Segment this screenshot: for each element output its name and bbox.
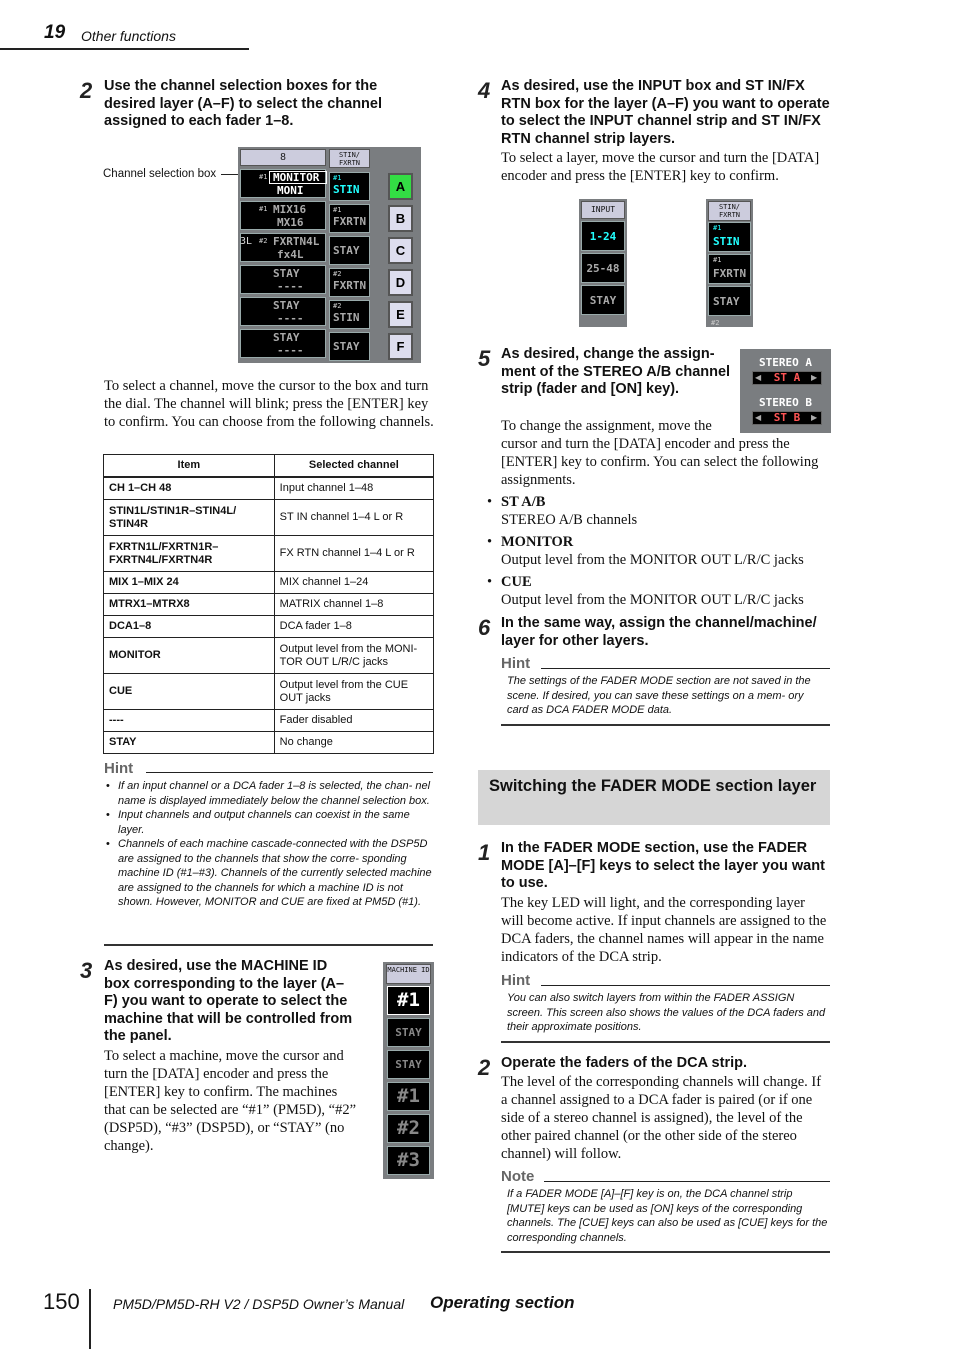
left-arrow-icon: ◀	[755, 413, 762, 422]
input-layer-value: 25-48	[586, 262, 620, 275]
machine-id-box[interactable]	[387, 986, 430, 1015]
layer-key[interactable]: E	[388, 301, 413, 328]
stin-header: STIN/ FXRTN	[708, 201, 751, 221]
stin-layer-box[interactable]	[708, 254, 751, 284]
step-title: Operate the faders of the DCA strip.	[501, 1055, 748, 1071]
input-layer-value: 1-24	[589, 230, 617, 243]
right-arrow-icon: ▶	[811, 373, 818, 382]
manual-title: PM5D/PM5D-RH V2 / DSP5D Owner’s Manual	[113, 1296, 405, 1312]
channel-selection-figure	[238, 147, 421, 363]
machine-id-figure	[383, 962, 434, 1179]
table-header: Selected channel	[274, 455, 433, 478]
machine-id-box[interactable]	[387, 1050, 430, 1079]
table-cell-item: MIX 1–MIX 24	[104, 572, 275, 594]
machine-id-tag: #2	[333, 270, 342, 278]
section-name: Operating section	[430, 1293, 575, 1312]
table-cell-channel: ST IN channel 1–4 L or R	[274, 500, 433, 536]
selection-cursor	[269, 171, 327, 184]
channel-selection-box[interactable]	[240, 297, 326, 326]
stin-cut-label: #2	[711, 319, 720, 327]
stin-fxrtn-header: STIN/ FXRTN	[329, 149, 370, 168]
step-body-text: To change the assignment, move the cursor and turn the [DATA] encoder and press the [ENTER] key to confirm. You can select the following assignments.	[501, 418, 819, 488]
table-cell-item: CH 1–CH 48	[104, 477, 275, 500]
channel-selection-box[interactable]	[240, 329, 326, 358]
table-cell-channel: MIX channel 1–24	[274, 572, 433, 594]
hint-end-rule	[501, 724, 830, 726]
stin-fxrtn-box[interactable]	[329, 332, 370, 361]
table-row	[104, 572, 434, 594]
page-number: 150	[43, 1289, 80, 1314]
note-label: Note	[501, 1168, 535, 1185]
channel-name: STAY	[273, 299, 300, 312]
input-layer-figure	[579, 199, 627, 327]
channel-short-name: MX16	[277, 216, 304, 229]
stin-fxrtn-box[interactable]	[329, 172, 370, 201]
table-row	[104, 674, 434, 710]
channel-table	[103, 454, 434, 754]
table-row	[104, 616, 434, 638]
hint-item: • If an input channel or a DCA fader 1–8 is selected, the chan- nel name is displayed immediately below the channel selection box.	[118, 779, 434, 808]
channel-name: STAY	[273, 331, 300, 344]
channel-selection-box[interactable]	[240, 233, 326, 262]
step-body: The key LED will light, and the corresponding layer will become active. If input channels are assigned to the DCA faders, the channel names will appear in the name indicators of the DCA strip.	[501, 895, 827, 965]
stin-fxrtn-name: FXRTN	[333, 215, 367, 228]
table-cell-item: STAY	[104, 732, 275, 754]
stin-fxrtn-box[interactable]	[329, 268, 370, 297]
step-number: 3	[80, 958, 93, 983]
machine-id-value: #2	[397, 1117, 420, 1139]
channel-name: FXRTN4L	[273, 235, 320, 248]
input-layer-value: STAY	[589, 294, 617, 307]
layer-key[interactable]: F	[388, 333, 413, 360]
step-title: As desired, change the assign- ment of the STEREO A/B channel strip (fader and [ON] key).	[501, 346, 731, 397]
assignment-term: • MONITOR	[501, 534, 574, 550]
table-row	[104, 638, 434, 674]
stin-fxrtn-box[interactable]	[329, 204, 370, 233]
step-body: To select a layer, move the cursor and turn the [DATA] encoder and press the [ENTER] key to confirm.	[501, 150, 820, 184]
table-cell-item: MTRX1–MTRX8	[104, 594, 275, 616]
table-cell-item: MONITOR	[104, 638, 275, 674]
machine-id-value: STAY	[395, 1058, 422, 1071]
note-end-rule	[501, 1251, 830, 1253]
stin-fxrtn-box[interactable]	[329, 236, 370, 265]
machine-id-box[interactable]	[387, 1114, 430, 1143]
table-row	[104, 710, 434, 732]
layer-key[interactable]: B	[388, 205, 413, 232]
channel-name: STAY	[273, 267, 300, 280]
step-number: 2	[80, 78, 93, 103]
channel-name: MONITOR	[273, 171, 320, 184]
machine-id-tag: #1	[713, 224, 722, 232]
table-header: Item	[104, 455, 275, 478]
machine-id-value: #1	[397, 989, 420, 1011]
hint-rule	[541, 985, 830, 986]
header-rule	[0, 48, 249, 50]
list-item	[487, 493, 827, 529]
machine-id-value: #3	[397, 1149, 420, 1171]
left-arrow-icon: ◀	[755, 373, 762, 382]
right-arrow-icon: ▶	[811, 413, 818, 422]
stin-layer-value: STAY	[713, 295, 740, 308]
footer-bar	[89, 1289, 91, 1349]
machine-id-tag: #1	[259, 205, 268, 213]
step-number: 2	[478, 1055, 491, 1080]
section-title: Switching the FADER MODE section layer	[489, 777, 817, 795]
step-body	[501, 417, 831, 489]
stereo-label: STEREO A	[759, 356, 812, 369]
stereo-assign-value: ST A	[773, 371, 801, 384]
machine-id-box[interactable]	[387, 1018, 430, 1047]
machine-id-tag: #1	[713, 256, 722, 264]
section-heading	[478, 770, 830, 825]
channel-selection-box[interactable]	[240, 169, 326, 198]
stin-layer-value: FXRTN	[713, 267, 747, 280]
chapter-title: Other functions	[81, 28, 176, 44]
hint-end-rule	[501, 1041, 830, 1043]
machine-id-value: STAY	[395, 1026, 422, 1039]
table-cell-item: DCA1–8	[104, 616, 275, 638]
hint-label: Hint	[501, 655, 531, 672]
table-cell-item: CUE	[104, 674, 275, 710]
hint-rule	[146, 772, 433, 773]
table-row	[104, 477, 434, 500]
table-cell-channel: No change	[274, 732, 433, 754]
table-cell-item: STIN1L/STIN1R–STIN4L/ STIN4R	[104, 500, 275, 536]
assignment-term: • ST A/B	[501, 494, 546, 510]
stin-layer-figure	[706, 199, 753, 327]
table-row	[104, 594, 434, 616]
callout-label: Channel selection box	[103, 168, 217, 180]
machine-id-tag: #1	[333, 174, 342, 182]
step-title: In the same way, assign the channel/machine/ layer for other layers.	[501, 615, 817, 649]
step-body: To select a machine, move the cursor and turn the [DATA] encoder and press the [ENTER] key to confirm. The machines that can be selected are “#1” (PM5D), “#2” (DSP5D), “#3” (DSP5D), or “STAY” (no change).	[104, 1048, 357, 1154]
step-number: 6	[478, 615, 491, 640]
step-title: Use the channel selection boxes for the desired layer (A–F) to select the channel assigned to each fader 1–8.	[104, 78, 383, 129]
assignment-term: • CUE	[501, 574, 532, 590]
machine-id-box[interactable]	[387, 1082, 430, 1111]
layer-key[interactable]: D	[388, 269, 413, 296]
layer-key[interactable]: A	[388, 173, 413, 200]
stin-fxrtn-name: STIN	[333, 311, 360, 324]
channel-short-name: ----	[277, 280, 304, 293]
channel-short-name: MONI	[277, 184, 304, 197]
table-cell-channel: Output level from the CUE OUT jacks	[274, 674, 433, 710]
stin-fxrtn-name: STIN	[333, 183, 360, 196]
assignment-desc: Output level from the MONITOR OUT L/R/C jacks	[501, 552, 804, 568]
input-layer-box[interactable]	[581, 221, 625, 251]
hint-text: The settings of the FADER MODE section are not saved in the scene. If desired, you can save these settings on a mem- ory card as DCA FADER MODE data.	[507, 675, 811, 716]
machine-id-value: #1	[397, 1085, 420, 1107]
channel-short-name: ----	[277, 344, 304, 357]
hint-item: • Input channels and output channels can coexist in the same layer.	[118, 808, 434, 837]
step-number: 1	[478, 840, 491, 865]
cut-label: 3L	[240, 236, 253, 247]
table-cell-channel: Output level from the MONI- TOR OUT L/R/C jacks	[274, 638, 433, 674]
machine-id-tag: #2	[333, 302, 342, 310]
stin-layer-box[interactable]	[708, 286, 751, 316]
machine-id-box[interactable]	[387, 1146, 430, 1175]
input-header: INPUT	[581, 201, 625, 219]
hint-end-rule	[104, 944, 433, 946]
table-cell-item: FXRTN1L/FXRTN1R– FXRTN4L/FXRTN4R	[104, 536, 275, 572]
machine-id-tag: #2	[259, 237, 268, 245]
step-body: The level of the corresponding channels will change. If a channel assigned to a DCA fader is paired (or if one side of a stereo channel is assigned), the level of the other paired channel (or the other side of the stereo channel) will follow.	[501, 1074, 822, 1162]
list-item	[487, 573, 827, 609]
stin-fxrtn-box[interactable]	[329, 300, 370, 329]
layer-key[interactable]: C	[388, 237, 413, 264]
channel-selection-box[interactable]	[240, 265, 326, 294]
hint-text: You can also switch layers from within the FADER ASSIGN screen. This screen also shows the values of the DCA faders and their approximate positions.	[507, 992, 826, 1033]
table-cell-item: ----	[104, 710, 275, 732]
table-cell-channel: FX RTN channel 1–4 L or R	[274, 536, 433, 572]
channel-name: MIX16	[273, 203, 307, 216]
step-title: As desired, use the INPUT box and ST IN/FX RTN box for the layer (A–F) you want to operate to select the INPUT channel strip and ST IN/FX RTN channel strip layers.	[501, 78, 830, 147]
note-rule	[544, 1181, 830, 1182]
table-row	[104, 536, 434, 572]
assignment-desc: STEREO A/B channels	[501, 512, 638, 528]
stin-layer-value: STIN	[713, 235, 740, 248]
stereo-assign-box[interactable]	[752, 371, 822, 385]
chapter-number: 19	[44, 22, 66, 43]
step-title: As desired, use the MACHINE ID box corresponding to the layer (A–F) you want to operate to select the machine that will be controlled from the panel.	[104, 958, 353, 1044]
step-number: 5	[478, 346, 491, 371]
assignment-desc: Output level from the MONITOR OUT L/R/C jacks	[501, 592, 804, 608]
table-cell-channel: Fader disabled	[274, 710, 433, 732]
wrap-spacer	[735, 417, 831, 434]
input-layer-box[interactable]	[581, 253, 625, 283]
table-row	[104, 500, 434, 536]
stin-fxrtn-name: FXRTN	[333, 279, 367, 292]
table-header-row	[104, 455, 434, 478]
channel-short-name: fx4L	[277, 248, 304, 261]
table-cell-channel: DCA fader 1–8	[274, 616, 433, 638]
table-row	[104, 732, 434, 754]
hint-rule	[541, 668, 830, 669]
stin-fxrtn-name: STAY	[333, 244, 360, 257]
note-text: If a FADER MODE [A]–[F] key is on, the DCA channel strip [MUTE] keys can be used as [ON] keys of the corresponding channels. The [CUE] keys can also be used as [CUE] keys for the corresponding channels.	[507, 1188, 828, 1244]
assignment-list	[487, 493, 827, 613]
machine-id-tag: #1	[259, 173, 268, 181]
table-cell-channel: MATRIX channel 1–8	[274, 594, 433, 616]
step-title: In the FADER MODE section, use the FADER MODE [A]–[F] keys to select the layer you want to use.	[501, 840, 825, 891]
hint-label: Hint	[104, 760, 134, 777]
fader-number-label: 8	[240, 149, 326, 166]
stin-layer-box[interactable]	[708, 222, 751, 252]
list-item	[487, 533, 827, 569]
hint-label: Hint	[501, 972, 531, 989]
machine-id-tag: #1	[333, 206, 342, 214]
channel-selection-box[interactable]	[240, 201, 326, 230]
step-number: 4	[478, 78, 491, 103]
step-body: To select a channel, move the cursor to the box and turn the dial. The channel will blink; press the [ENTER] key to confirm. You can choose from the following channels.	[104, 378, 434, 430]
input-layer-box[interactable]	[581, 285, 625, 315]
channel-short-name: ----	[277, 312, 304, 325]
stereo-assign-value: ST B	[773, 411, 801, 424]
hint-item: • Channels of each machine cascade-connected with the DSP5D are assigned to the channels that show the corre- sponding machine ID (#1–#3). Channels of the currently selected machine are assigned to the channels for which a machine ID is not shown. However, MONITOR and CUE are fixed at PM5D (#1).	[118, 837, 434, 910]
stereo-label: STEREO B	[759, 396, 812, 409]
hint-list	[104, 779, 434, 910]
machine-id-header: MACHINE ID	[386, 964, 431, 984]
stin-fxrtn-name: STAY	[333, 340, 360, 353]
table-cell-channel: Input channel 1–48	[274, 477, 433, 500]
